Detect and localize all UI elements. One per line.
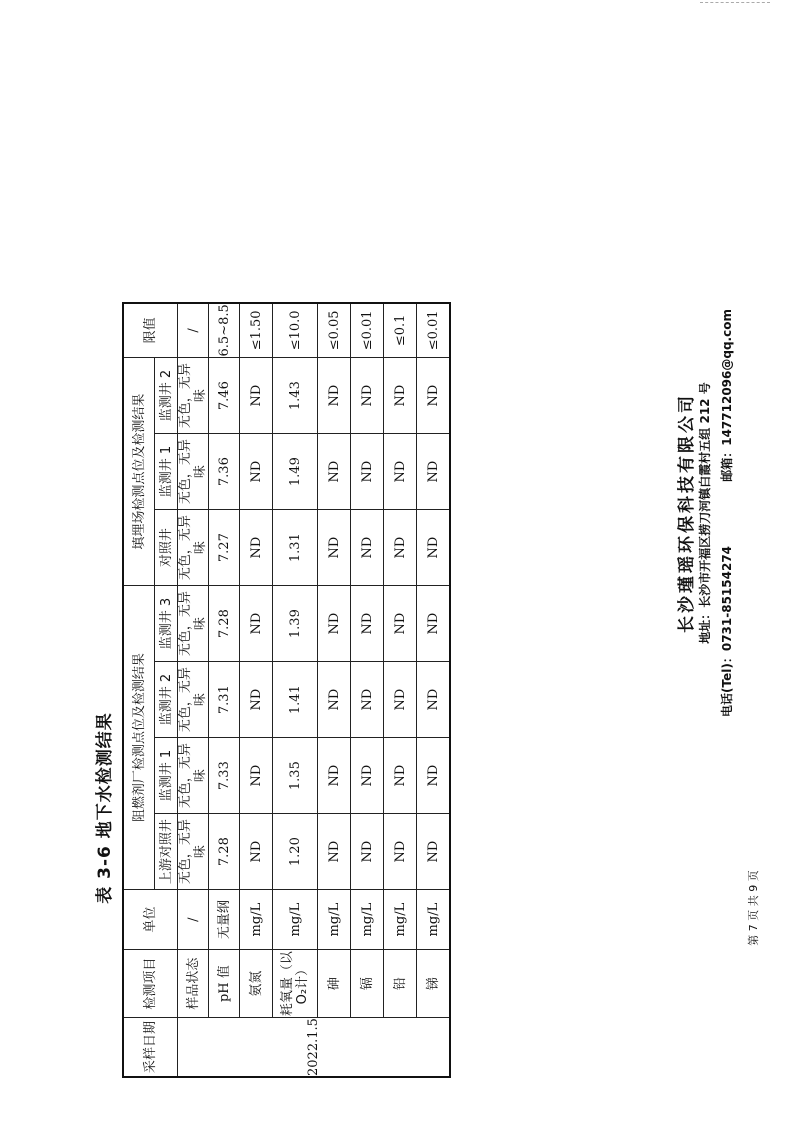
cell-value: 无色，无异味 bbox=[178, 814, 209, 890]
cell-value: ND bbox=[240, 662, 273, 738]
row-unit: mg/L bbox=[351, 890, 384, 950]
cell-value: ND bbox=[240, 738, 273, 814]
header-item: 检测项目 bbox=[123, 950, 178, 1018]
row-item: 氨氮 bbox=[240, 950, 273, 1018]
row-limit: ≤10.0 bbox=[273, 303, 318, 358]
row-limit: ≤0.1 bbox=[384, 303, 417, 358]
header-group-flame-retardant: 阻燃剂厂检测点位及检测结果 bbox=[123, 586, 155, 890]
cell-value: 1.49 bbox=[273, 434, 318, 510]
cell-value: 无色，无异味 bbox=[178, 358, 209, 434]
cell-value: ND bbox=[318, 510, 351, 586]
row-unit: mg/L bbox=[273, 890, 318, 950]
row-unit: mg/L bbox=[318, 890, 351, 950]
cell-value: 7.28 bbox=[209, 586, 240, 662]
cell-value: ND bbox=[240, 586, 273, 662]
row-item: pH 值 bbox=[209, 950, 240, 1018]
cell-value: ND bbox=[318, 662, 351, 738]
cell-value: 7.31 bbox=[209, 662, 240, 738]
cell-value: ND bbox=[240, 814, 273, 890]
row-item: 样品状态 bbox=[178, 950, 209, 1018]
scan-edge-mark bbox=[700, 2, 770, 3]
row-unit: mg/L bbox=[240, 890, 273, 950]
cell-value: 7.28 bbox=[209, 814, 240, 890]
cell-value: ND bbox=[351, 738, 384, 814]
cell-value: ND bbox=[240, 358, 273, 434]
page-number: 第 7 页 共 9 页 bbox=[747, 870, 760, 946]
cell-value: ND bbox=[384, 662, 417, 738]
cell-value: ND bbox=[417, 434, 451, 510]
cell-value: ND bbox=[417, 510, 451, 586]
cell-value: 无色，无异味 bbox=[178, 434, 209, 510]
cell-value: ND bbox=[384, 738, 417, 814]
header-date: 采样日期 bbox=[123, 1018, 178, 1077]
site-header: 监测井 1 bbox=[155, 738, 178, 814]
cell-value: ND bbox=[351, 662, 384, 738]
header-unit: 单位 bbox=[123, 890, 178, 950]
row-unit: / bbox=[178, 890, 209, 950]
table-title: 表 3-6 地下水检测结果 bbox=[95, 712, 115, 904]
cell-value: ND bbox=[318, 358, 351, 434]
row-limit: ≤1.50 bbox=[240, 303, 273, 358]
row-limit: ≤0.01 bbox=[351, 303, 384, 358]
cell-value: 无色，无异味 bbox=[178, 738, 209, 814]
row-item: 铅 bbox=[384, 950, 417, 1018]
cell-value: ND bbox=[417, 358, 451, 434]
site-header: 上游对照井 bbox=[155, 814, 178, 890]
cell-value: 无色，无异味 bbox=[178, 586, 209, 662]
table-row bbox=[209, 303, 240, 1077]
site-header: 监测井 1 bbox=[155, 434, 178, 510]
table-row bbox=[384, 303, 417, 1077]
cell-value: ND bbox=[384, 586, 417, 662]
table-row bbox=[178, 303, 209, 1077]
table-row bbox=[318, 303, 351, 1077]
header-row-1 bbox=[123, 303, 155, 1077]
company-name: 长沙瑾瑶环保科技有限公司 bbox=[677, 393, 697, 633]
cell-value: 7.36 bbox=[209, 434, 240, 510]
header-group-landfill: 填埋场检测点位及检测结果 bbox=[123, 358, 155, 586]
row-item: 锑 bbox=[417, 950, 451, 1018]
company-tel: 电话(Tel)：0731-85154274 bbox=[720, 545, 734, 717]
site-header: 对照井 bbox=[155, 510, 178, 586]
cell-value: ND bbox=[351, 586, 384, 662]
cell-value: 1.41 bbox=[273, 662, 318, 738]
company-address: 地址：长沙市开福区捞刀河镇白霞村五组 212 号 bbox=[698, 382, 712, 644]
cell-value: ND bbox=[351, 814, 384, 890]
table-row bbox=[240, 303, 273, 1077]
cell-value: 1.35 bbox=[273, 738, 318, 814]
cell-value: ND bbox=[384, 814, 417, 890]
site-header: 监测井 2 bbox=[155, 358, 178, 434]
cell-value: ND bbox=[318, 434, 351, 510]
cell-value: 7.33 bbox=[209, 738, 240, 814]
cell-value: ND bbox=[318, 814, 351, 890]
row-unit: mg/L bbox=[417, 890, 451, 950]
cell-value: 1.39 bbox=[273, 586, 318, 662]
cell-value: ND bbox=[318, 586, 351, 662]
row-item: 耗氧量（以O₂计） bbox=[273, 950, 318, 1018]
site-header: 监测井 3 bbox=[155, 586, 178, 662]
row-unit: mg/L bbox=[384, 890, 417, 950]
cell-value: ND bbox=[417, 738, 451, 814]
cell-value: ND bbox=[417, 586, 451, 662]
cell-value: ND bbox=[384, 358, 417, 434]
row-limit: ≤0.05 bbox=[318, 303, 351, 358]
cell-value: 1.43 bbox=[273, 358, 318, 434]
site-header: 监测井 2 bbox=[155, 662, 178, 738]
cell-value: ND bbox=[384, 510, 417, 586]
company-contact bbox=[718, 63, 735, 963]
company-email: 邮箱：14771209​6@qq.com bbox=[720, 309, 734, 482]
cell-value: ND bbox=[384, 434, 417, 510]
table-row bbox=[417, 303, 451, 1077]
groundwater-results-table bbox=[122, 302, 451, 1078]
header-limit: 限值 bbox=[123, 303, 178, 358]
row-limit: 6.5~8.5 bbox=[209, 303, 240, 358]
row-item: 镉 bbox=[351, 950, 384, 1018]
cell-value: 无色，无异味 bbox=[178, 510, 209, 586]
cell-value: ND bbox=[351, 358, 384, 434]
cell-value: 7.27 bbox=[209, 510, 240, 586]
cell-value: 1.31 bbox=[273, 510, 318, 586]
table-row bbox=[351, 303, 384, 1077]
sampling-date: 2022.1.5 bbox=[178, 1018, 451, 1077]
cell-value: ND bbox=[240, 510, 273, 586]
cell-value: ND bbox=[417, 662, 451, 738]
cell-value: ND bbox=[351, 510, 384, 586]
cell-value: 无色，无异味 bbox=[178, 662, 209, 738]
table-row bbox=[273, 303, 318, 1077]
row-limit: ≤0.01 bbox=[417, 303, 451, 358]
row-limit: / bbox=[178, 303, 209, 358]
cell-value: ND bbox=[417, 814, 451, 890]
cell-value: ND bbox=[351, 434, 384, 510]
cell-value: ND bbox=[318, 738, 351, 814]
cell-value: ND bbox=[240, 434, 273, 510]
row-unit: 无量纲 bbox=[209, 890, 240, 950]
cell-value: 1.20 bbox=[273, 814, 318, 890]
row-item: 砷 bbox=[318, 950, 351, 1018]
cell-value: 7.46 bbox=[209, 358, 240, 434]
